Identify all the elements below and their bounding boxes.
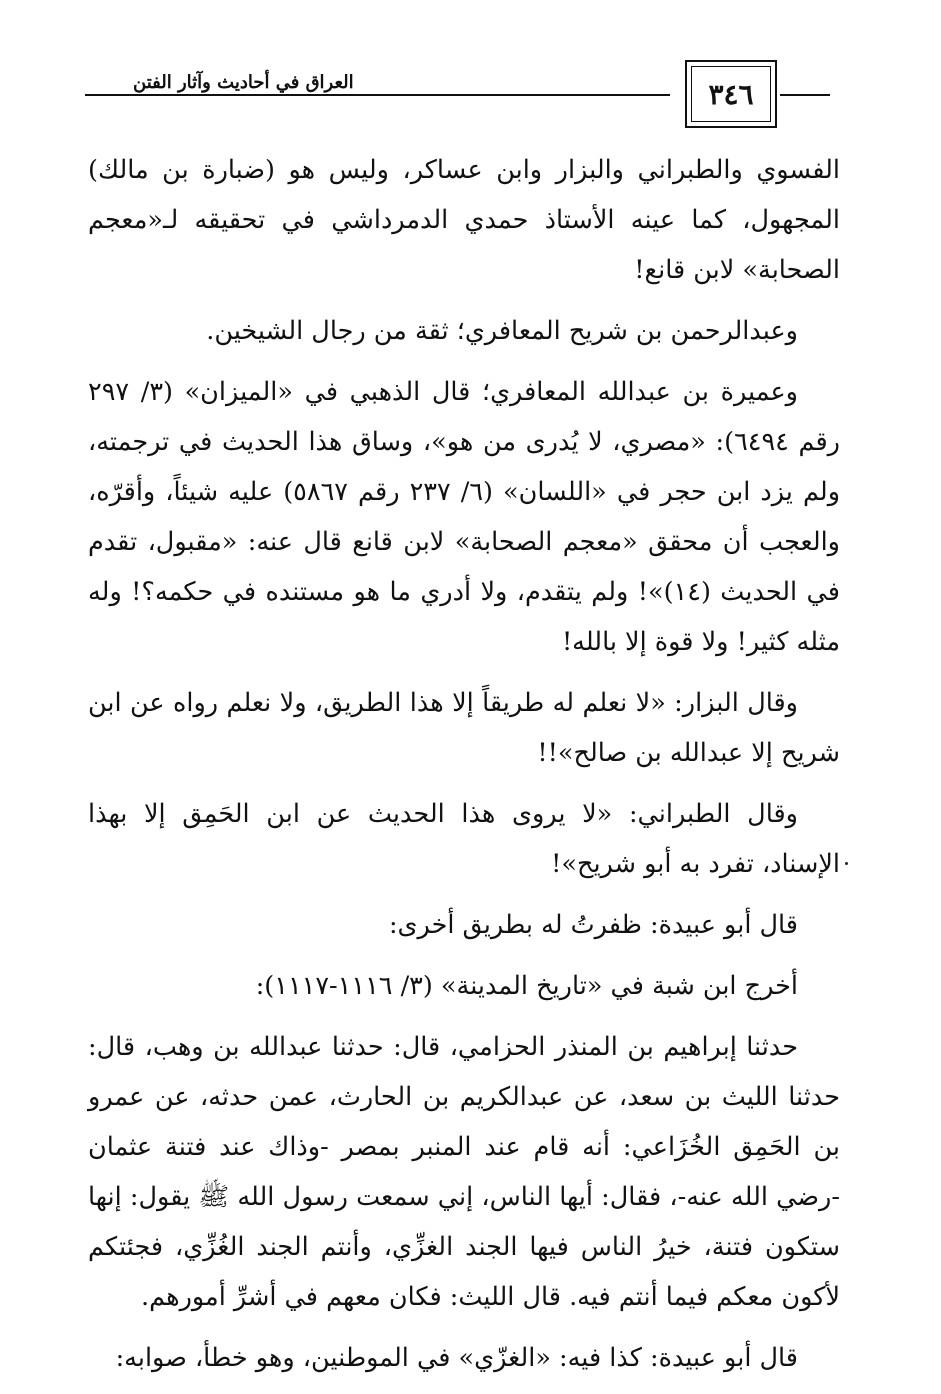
paragraph: حدثنا إبراهيم بن المنذر الحزامي، قال: حدثنا عبدالله بن وهب، قال: حدثنا الليث بن سعد، عن عبدالكريم بن الحارث، عمن حدثه، عن عمرو بن الحَمِق الخُزَاعي: أنه قام عند المنبر بمصر -وذاك عند فتنة عثمان -رضي الله عنه-، فقال: أيها الناس، إني سمعت رسول الله ﷺ يقول: إنها ستكون فتنة، خيرُ الناس فيها الجند الغزِّي، وأنتم الجند الغُزِّي، فجئتكم لأكون معكم فيما أنتم فيه. قال الليث: فكان معهم في أشرِّ أمورهم. — [88, 1032, 840, 1312]
book-title: العراق في أحاديث وآثار الفتن — [125, 72, 362, 93]
paragraph: قال أبو عبيدة: ظفرتُ له بطريق أخرى: — [388, 910, 798, 940]
header-rule-right — [780, 94, 830, 96]
paragraph: الفسوي والطبراني والبزار وابن عساكر، وليس هو (ضبارة بن مالك) المجهول، كما عينه الأستاذ حمدي الدمرداشي في تحقيقه لـ«معجم الصحابة» لابن قانع! — [88, 155, 840, 285]
header-rule-left — [85, 94, 670, 96]
page-number-box — [685, 60, 777, 128]
paragraph: وعميرة بن عبدالله المعافري؛ قال الذهبي في «الميزان» (٣/ ٢٩٧ رقم ٦٤٩٤): «مصري، لا يُدرى من هو»، وساق هذا الحديث في ترجمته، ولم يزد ابن حجر في «اللسان» (٦/ ٢٣٧ رقم ٥٨٦٧) عليه شيئاً، وأقرّه، والعجب أن محقق «معجم الصحابة» لابن قانع قال عنه: «مقبول، تقدم في الحديث (١٤)»! ولم يتقدم، ولا أدري ما هو مستنده في حكمه؟! وله مثله كثير! ولا قوة إلا بالله! — [88, 377, 841, 657]
paragraph: وقال البزار: «لا نعلم له طريقاً إلا هذا الطريق، ولا نعلم رواه عن ابن شريح إلا عبدالله بن صالح»!! — [88, 688, 840, 768]
paragraph: وعبدالرحمن بن شريح المعافري؛ ثقة من رجال الشيخين. — [206, 316, 798, 346]
paragraph: قال أبو عبيدة: كذا فيه: «الغزّي» في الموطنين، وهو خطأ، صوابه: — [115, 1343, 798, 1373]
paragraph: وقال الطبراني: «لا يروى هذا الحديث عن ابن الحَمِق إلا بهذا الإسناد، تفرد به أبو شريح»! — [88, 799, 840, 879]
scan-speck — [845, 862, 848, 865]
paragraph: أخرج ابن شبة في «تاريخ المدينة» (٣/ ١١١٦-١١١٧): — [255, 971, 798, 1001]
page-number: ٣٤٦ — [691, 66, 771, 122]
running-header — [85, 60, 830, 130]
body-text — [88, 145, 840, 1394]
